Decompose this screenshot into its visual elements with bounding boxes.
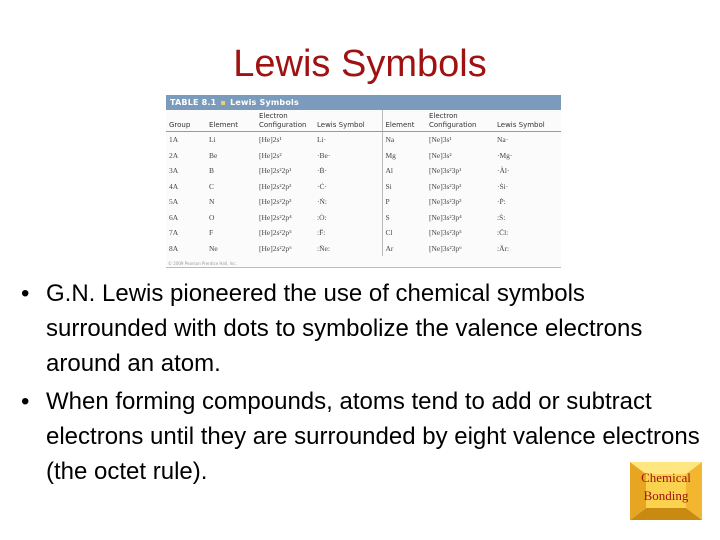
cell-electron-config-2: [Ne]3s²3p¹	[429, 166, 462, 175]
cell-electron-config-2: [Ne]3s²	[429, 150, 452, 160]
cell-electron-config: [He]2s²2p⁶	[259, 243, 292, 253]
table-caption-separator: ▪	[220, 98, 227, 107]
table-body	[166, 132, 561, 257]
cell-lewis-symbol-2: Na·	[497, 135, 509, 144]
table-row	[166, 163, 561, 179]
bullet-item	[21, 384, 711, 489]
col-header-element-2: Element	[382, 110, 426, 132]
cell-element-2: S	[382, 210, 426, 226]
col-header-element: Element	[206, 110, 256, 132]
cell-lewis-symbol: ·Ḃ·	[317, 166, 327, 175]
bullet-text: When forming compounds, atoms tend to add or subtract electrons until they are surrounded by eight valence electrons (the octet rule).	[46, 388, 700, 485]
cell-lewis-symbol: Li·	[317, 135, 327, 144]
table-header-row	[166, 110, 561, 132]
table-row	[166, 132, 561, 148]
col-header-lewis-symbol-2: Lewis Symbol	[494, 110, 561, 132]
badge-label-line2: Bonding	[643, 488, 689, 503]
cell-element: C	[209, 181, 215, 191]
cell-electron-config: [He]2s²2p⁴	[259, 212, 292, 222]
cell-group: 6A	[169, 212, 179, 222]
cell-group: 3A	[169, 166, 179, 175]
cell-element-2: Al	[382, 163, 426, 179]
table-row	[166, 241, 561, 257]
cell-lewis-symbol-2: ·Ṗ:	[497, 197, 506, 206]
cell-element: B	[209, 166, 215, 175]
cell-group: 2A	[169, 150, 179, 160]
cell-element: O	[209, 212, 215, 222]
cell-electron-config-2: [Ne]3s²3p³	[429, 197, 462, 206]
cell-electron-config-2: [Ne]3s²3p⁴	[429, 212, 462, 222]
cell-electron-config: [He]2s²2p³	[259, 197, 292, 206]
cell-electron-config-2: [Ne]3s²3p⁵	[429, 228, 462, 237]
cell-lewis-symbol-2: ·Ṡi·	[497, 181, 509, 191]
cell-lewis-symbol: :N̈e:	[317, 243, 330, 253]
bullet-item	[21, 276, 711, 381]
table-row	[166, 179, 561, 195]
bullet-marker: •	[21, 388, 30, 415]
lewis-symbols-table	[166, 110, 561, 256]
cell-group: 7A	[169, 228, 179, 237]
cell-element: F	[209, 228, 214, 237]
cell-element-2: Na	[382, 132, 426, 148]
col-header-lewis-symbol: Lewis Symbol	[314, 110, 382, 132]
table-copyright: © 2009 Pearson Prentice Hall, Inc.	[168, 261, 237, 266]
cell-electron-config: [He]2s¹	[259, 135, 282, 144]
cell-group: 8A	[169, 243, 179, 253]
bullet-text: G.N. Lewis pioneered the use of chemical symbols surrounded with dots to symbolize the valence electrons around an atom.	[46, 280, 643, 377]
col-header-electron-configuration-2: Electron Configuration	[426, 110, 494, 132]
chemical-bonding-nav-button[interactable]	[630, 462, 702, 520]
table-row	[166, 225, 561, 241]
cell-lewis-symbol: :F̈:	[317, 228, 326, 237]
badge-label-line1: Chemical	[641, 470, 691, 485]
cell-element-2: P	[382, 194, 426, 210]
cell-electron-config: [He]2s²2p²	[259, 181, 292, 191]
cell-lewis-symbol-2: ·Mg·	[497, 150, 513, 160]
cell-element-2: Mg	[382, 148, 426, 164]
table-caption-number: TABLE 8.1	[170, 98, 217, 107]
cell-element-2: Si	[382, 179, 426, 195]
table-row	[166, 194, 561, 210]
col-header-group: Group	[166, 110, 206, 132]
cell-electron-config-2: [Ne]3s¹	[429, 135, 452, 144]
cell-lewis-symbol-2: :C̈l:	[497, 228, 509, 237]
cell-element: Li	[209, 135, 216, 144]
cell-lewis-symbol-2: :Ṡ:	[497, 212, 506, 222]
table-row	[166, 210, 561, 226]
cell-electron-config-2: [Ne]3s²3p²	[429, 181, 462, 191]
cell-lewis-symbol-2: ·Àl·	[497, 166, 510, 175]
cell-group: 5A	[169, 197, 179, 206]
bullet-list	[21, 276, 711, 492]
col-header-electron-configuration: Electron Configuration	[256, 110, 314, 132]
cell-element-2: Cl	[382, 225, 426, 241]
table-caption-text: Lewis Symbols	[230, 98, 299, 107]
cell-electron-config-2: [Ne]3s²3p⁶	[429, 243, 462, 253]
cell-lewis-symbol: ·Ṅ:	[317, 197, 327, 206]
cell-lewis-symbol: ·Be·	[317, 150, 331, 160]
cell-lewis-symbol-2: :Är:	[497, 243, 510, 253]
cell-electron-config: [He]2s²2p¹	[259, 166, 292, 175]
bullet-marker: •	[21, 280, 30, 307]
cell-element: Ne	[209, 243, 218, 253]
cell-electron-config: [He]2s²	[259, 150, 282, 160]
cell-lewis-symbol: :Ȯ:	[317, 212, 327, 222]
cell-electron-config: [He]2s²2p⁵	[259, 228, 292, 237]
cell-element: Be	[209, 150, 218, 160]
cell-group: 4A	[169, 181, 179, 191]
cell-element-2: Ar	[382, 241, 426, 257]
cell-lewis-symbol: ·Ċ·	[317, 181, 327, 191]
table-caption	[166, 95, 561, 110]
cell-group: 1A	[169, 135, 179, 144]
table-row	[166, 148, 561, 164]
cell-element: N	[209, 197, 215, 206]
lewis-symbols-table-figure	[166, 95, 561, 268]
slide-title: Lewis Symbols	[233, 43, 487, 85]
